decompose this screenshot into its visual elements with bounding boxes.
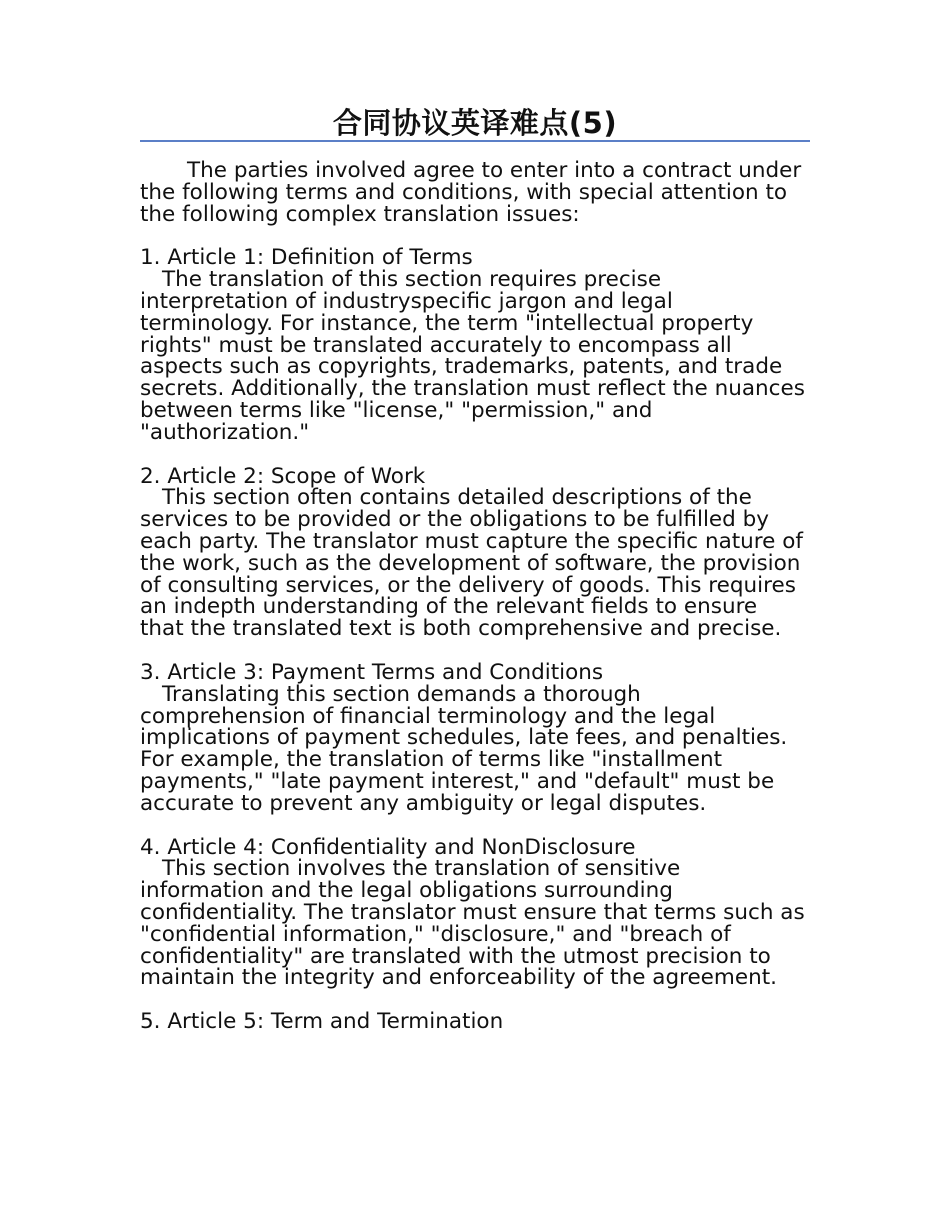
article-heading: 2. Article 2: Scope of Work [140,463,426,489]
article-3 [140,659,805,816]
article-heading: 5. Article 5: Term and Termination [140,1009,504,1035]
article-description: This section often contains detailed descriptions of the services to be provided or the obligations to be fulfilled by each party. The translator must capture the specific nature of the work, such as the development of software, the provision of consulting services, or the delivery of goods. This requires an indepth understanding of the relevant fields to ensure that the translated text is both comprehensive and precise. [140,485,803,642]
article-description: The translation of this section requires precise interpretation of industryspecific jargon and legal terminology. For instance, the term "intellectual property rights" must be translated accurately to encompass all aspects such as copyrights, trademarks, patents, and trade secrets. Additionally, the translation must reflect the nuances between terms like "license," "permission," and "authorization." [140,267,805,445]
intro-paragraph: The parties involved agree to enter into a contract under the following terms and conditions, with special attention to the following complex translation issues: [140,158,802,227]
article-description: This section involves the translation of sensitive information and the legal obligations surrounding confidentiality. The translator must ensure that terms such as "confidential information," "disclosure," and "breach of confidentiality" are translated with the utmost precision to maintain the integrity and enforceability of the agreement. [140,856,805,991]
article-heading: 3. Article 3: Payment Terms and Conditions [140,659,604,685]
article-2 [140,463,805,642]
article-heading: 4. Article 4: Confidentiality and NonDisclosure [140,834,636,860]
article-description: Translating this section demands a thorough comprehension of financial terminology and the legal implications of payment schedules, late fees, and penalties. For example, the translation of terms like "installment payments," "late payment interest," and "default" must be accurate to prevent any ambiguity or legal disputes. [140,681,788,816]
article-heading: 1. Article 1: Definition of Terms [140,245,473,271]
article-1 [140,247,805,443]
document-title: 合同协议英译难点(5) [332,106,618,140]
article-5 [140,1011,805,1033]
article-4 [140,834,805,991]
document-body [140,160,805,1055]
title-block [140,104,810,142]
